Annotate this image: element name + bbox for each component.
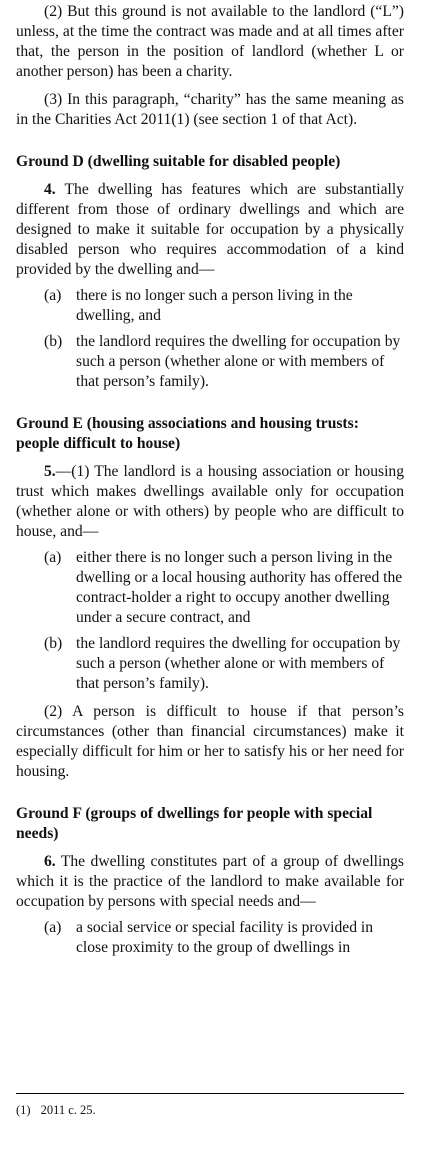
list-item-6a: [16, 918, 404, 958]
list-item-4b: [16, 332, 404, 392]
list-item-5b: [16, 634, 404, 694]
paragraph-3-charity-definition: (3) In this paragraph, “charity” has the same meaning as in the Charities Act 2011(1) (see section 1 of that Act).: [16, 91, 404, 128]
footnote-divider: [16, 1093, 404, 1094]
paragraph-number: 6.: [44, 853, 56, 870]
list-item-label: (b): [44, 333, 63, 350]
list-item-text: a social service or special facility is provided in close proximity to the group of dwellings in: [76, 919, 374, 956]
document-body: [16, 2, 404, 958]
paragraph-number: 5.: [44, 463, 56, 480]
list-item-text: the landlord requires the dwelling for occupation by such a person (whether alone or with members of that person’s family).: [76, 635, 401, 692]
heading-ground-f: Ground F (groups of dwellings for people with special needs): [16, 805, 373, 842]
list-item-label: (a): [44, 287, 62, 304]
list-item-text: there is no longer such a person living in the dwelling, and: [76, 287, 353, 324]
list-item-label: (a): [44, 919, 62, 936]
paragraph-5: 5.—(1) The landlord is a housing association or housing trust which makes dwellings available only for occupation (whether alone or with others) by people who are difficult to house, and—: [16, 463, 404, 540]
list-item-label: (a): [44, 549, 62, 566]
list-item-5a: [16, 548, 404, 628]
footnote-number: (1): [16, 1103, 31, 1117]
list-item-text: either there is no longer such a person living in the dwelling or a local housing authority has offered the contract-holder a right to occupy another dwelling under a secure contract, and: [76, 549, 403, 626]
list-item-text: the landlord requires the dwelling for occupation by such a person (whether alone or with members of that person’s family).: [76, 333, 401, 390]
paragraph-2-charity-condition: (2) But this ground is not available to the landlord (“L”) unless, at the time the contract was made and at all times after that, the person in the position of landlord (whether L or another person) has been a charity.: [16, 3, 404, 80]
footnote: [16, 1102, 96, 1118]
heading-ground-d: Ground D (dwelling suitable for disabled people): [16, 153, 341, 170]
footnote-text: 2011 c. 25.: [40, 1103, 96, 1117]
heading-ground-e: Ground E (housing associations and housing trusts: people difficult to house): [16, 415, 359, 452]
paragraph-number: 4.: [44, 181, 56, 198]
paragraph-5-2: (2) A person is difficult to house if that person’s circumstances (other than financial circumstances) make it especially difficult for him or her to satisfy his or her need for housing.: [16, 703, 404, 780]
list-item-label: (b): [44, 635, 63, 652]
list-item-4a: [16, 286, 404, 326]
paragraph-4: 4. The dwelling has features which are substantially different from those of ordinary dwellings and which are designed to make it suitable for occupation by a physically disabled person who requires accommodation of a kind provided by the dwelling and—: [16, 181, 404, 278]
paragraph-6: 6. The dwelling constitutes part of a group of dwellings which it is the practice of the landlord to make available for occupation by persons with special needs and—: [16, 853, 404, 910]
